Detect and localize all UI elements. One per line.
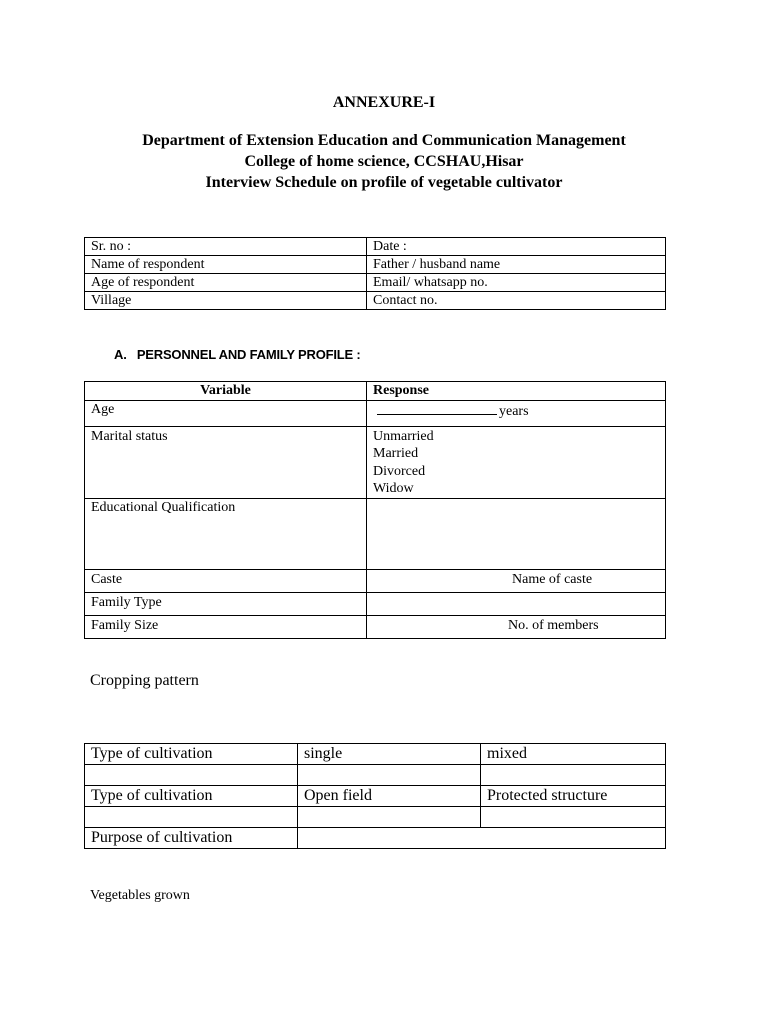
table-row: [85, 292, 666, 310]
age-blank-line: [377, 401, 497, 415]
schedule-heading: Interview Schedule on profile of vegetable cultivator: [205, 174, 563, 191]
table-row: [85, 238, 666, 256]
table-row: [85, 426, 666, 498]
cropping-pattern-table: [84, 743, 666, 849]
respondent-name-label: Name of respondent: [85, 256, 367, 274]
family-type-response: [367, 592, 666, 615]
empty-cell: [85, 807, 298, 828]
table-row: [85, 786, 666, 807]
table-row: [85, 569, 666, 592]
sr-no-label: Sr. no :: [85, 238, 367, 256]
annexure-title: ANNEXURE-I: [332, 94, 436, 111]
option-widow: Widow: [373, 481, 414, 496]
table-row: [85, 807, 666, 828]
education-label: Educational Qualification: [85, 498, 367, 569]
mixed-option: mixed: [481, 744, 666, 765]
empty-cell: [85, 765, 298, 786]
table-row: [85, 592, 666, 615]
empty-cell: [481, 765, 666, 786]
date-label: Date :: [367, 238, 666, 256]
age-label: Age: [85, 400, 367, 426]
empty-cell: [298, 765, 481, 786]
table-row: [85, 400, 666, 426]
cropping-pattern-title: Cropping pattern: [90, 672, 199, 689]
option-married: Married: [373, 446, 419, 461]
village-label: Village: [85, 292, 367, 310]
family-size-label: Family Size: [85, 615, 367, 638]
purpose-of-cultivation-label: Purpose of cultivation: [85, 828, 298, 849]
empty-cell: [481, 807, 666, 828]
protected-structure-option: Protected structure: [481, 786, 666, 807]
table-row: [85, 615, 666, 638]
department-heading: Department of Extension Education and Communication Management: [142, 132, 626, 149]
section-a-title: A. PERSONNEL AND FAMILY PROFILE :: [114, 347, 361, 362]
table-row: [85, 256, 666, 274]
age-response: [367, 400, 666, 426]
table-row: [85, 274, 666, 292]
personal-profile-table: [84, 381, 666, 639]
father-husband-name-label: Father / husband name: [367, 256, 666, 274]
option-unmarried: Unmarried: [373, 428, 434, 444]
education-response: [367, 498, 666, 569]
table-row: [85, 765, 666, 786]
respondent-table: [84, 237, 666, 310]
response-header: Response: [367, 382, 666, 401]
table-row: [85, 828, 666, 849]
college-heading: College of home science, CCSHAU,Hisar: [244, 153, 524, 170]
family-size-response: No. of members: [367, 615, 666, 638]
contact-no-label: Contact no.: [367, 292, 666, 310]
open-field-option: Open field: [298, 786, 481, 807]
table-header-row: [85, 382, 666, 401]
email-whatsapp-label: Email/ whatsapp no.: [367, 274, 666, 292]
vegetables-grown-title: Vegetables grown: [90, 888, 190, 903]
family-type-label: Family Type: [85, 592, 367, 615]
cultivation-type-label-2: Type of cultivation: [85, 786, 298, 807]
empty-cell: [298, 807, 481, 828]
purpose-response: [298, 828, 666, 849]
marital-status-label: Marital status: [85, 426, 367, 498]
marital-status-options: [367, 426, 666, 498]
years-label: years: [499, 403, 529, 419]
single-option: single: [298, 744, 481, 765]
table-row: [85, 498, 666, 569]
option-divorced: Divorced: [373, 463, 426, 479]
table-row: [85, 744, 666, 765]
caste-response: Name of caste: [367, 569, 666, 592]
cultivation-type-label: Type of cultivation: [85, 744, 298, 765]
respondent-age-label: Age of respondent: [85, 274, 367, 292]
variable-header: Variable: [85, 382, 367, 401]
caste-label: Caste: [85, 569, 367, 592]
